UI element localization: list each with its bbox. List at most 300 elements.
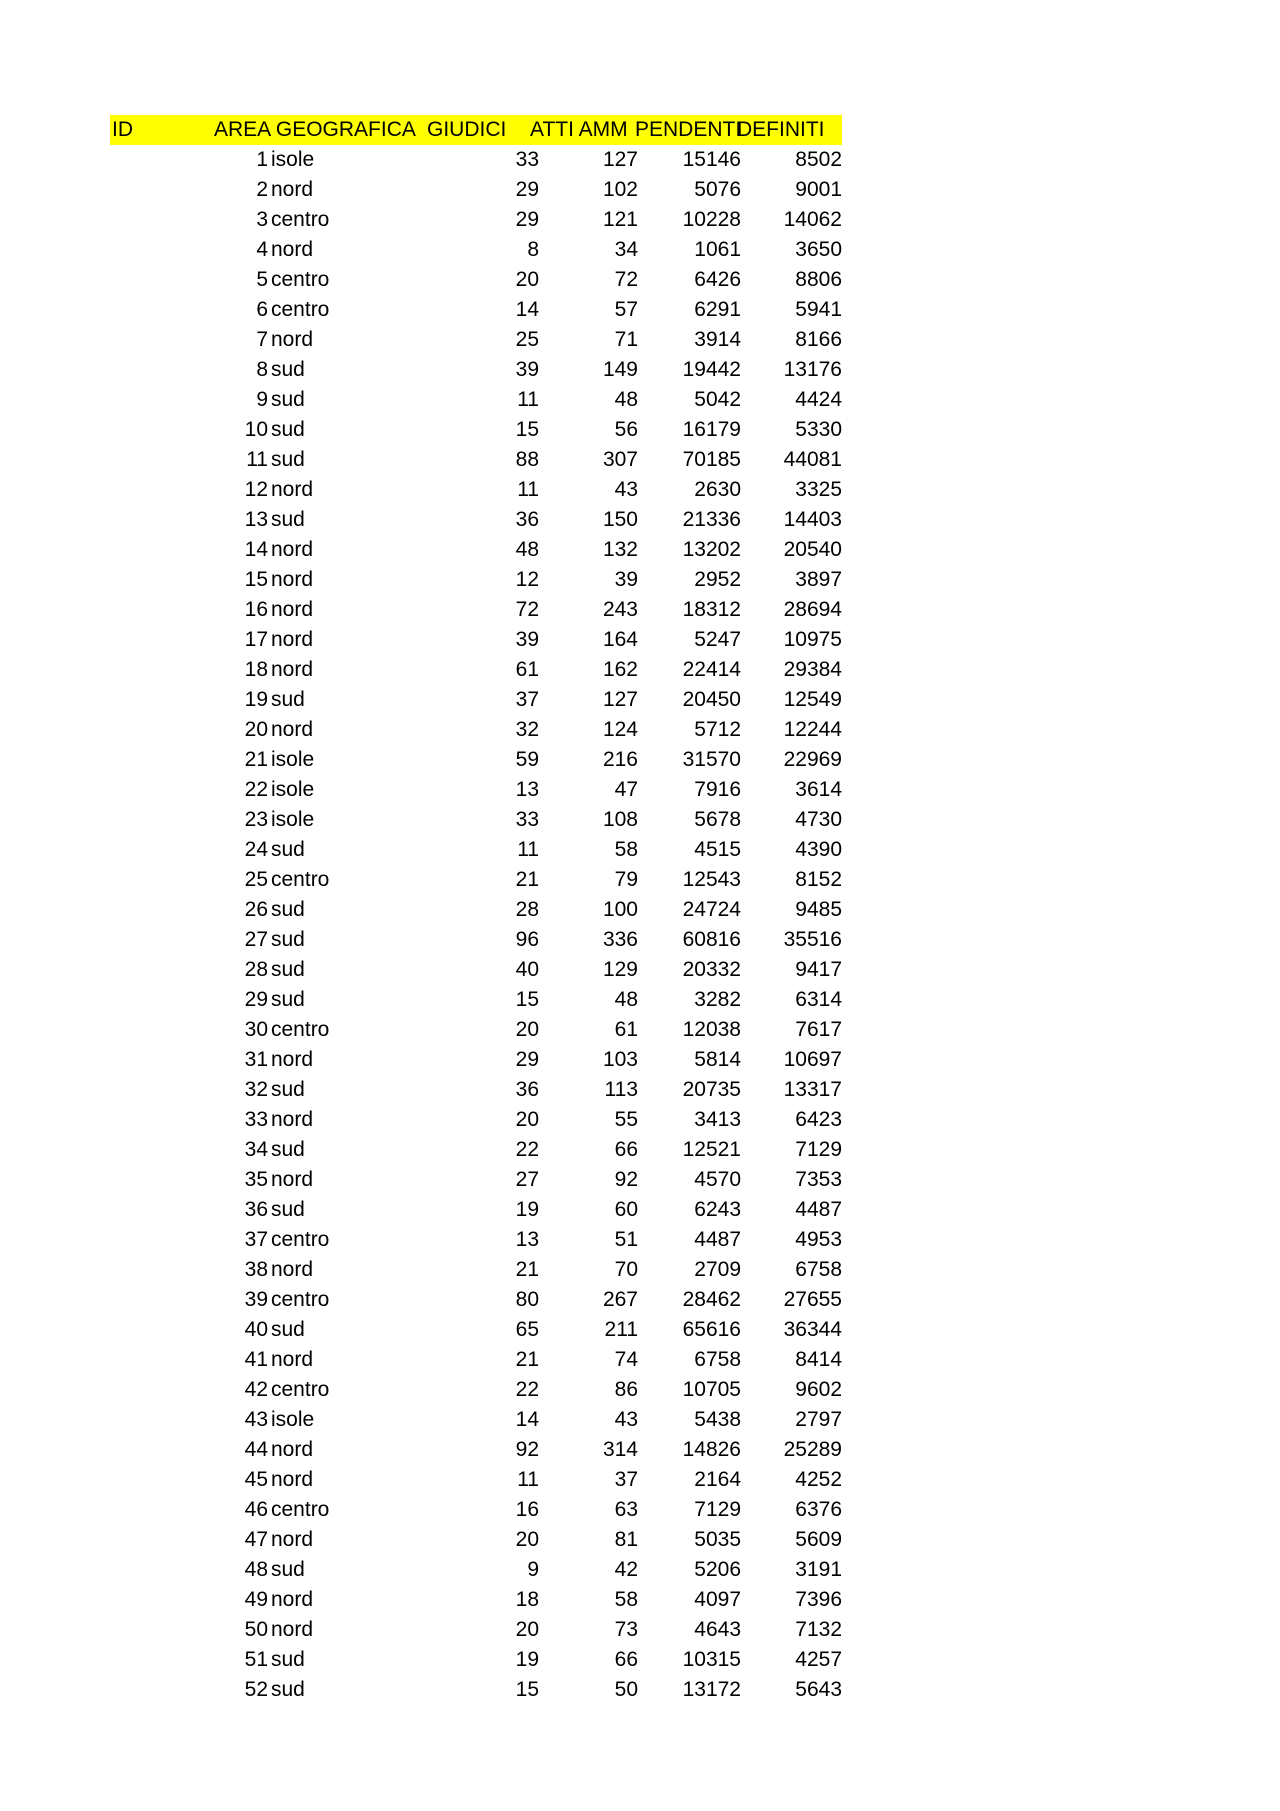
cell-giudici[interactable]: 72	[515, 598, 539, 621]
cell-atti-amm[interactable]: 48	[614, 988, 638, 1011]
cell-definiti[interactable]: 35516	[783, 928, 842, 951]
cell-atti-amm[interactable]: 66	[614, 1648, 638, 1671]
cell-pendenti[interactable]: 65616	[682, 1318, 741, 1341]
cell-giudici[interactable]: 18	[515, 1588, 539, 1611]
cell-id[interactable]: 33	[244, 1108, 268, 1131]
cell-pendenti[interactable]: 28462	[682, 1288, 741, 1311]
header-id[interactable]: ID	[112, 118, 133, 141]
cell-giudici[interactable]: 88	[515, 448, 539, 471]
cell-definiti[interactable]: 9485	[795, 898, 842, 921]
cell-definiti[interactable]: 4487	[795, 1198, 842, 1221]
cell-atti-amm[interactable]: 103	[602, 1048, 638, 1071]
cell-id[interactable]: 32	[244, 1078, 268, 1101]
cell-pendenti[interactable]: 12543	[682, 868, 741, 891]
cell-area[interactable]: isole	[271, 1408, 315, 1431]
cell-pendenti[interactable]: 12038	[682, 1018, 741, 1041]
cell-giudici[interactable]: 15	[515, 418, 539, 441]
cell-atti-amm[interactable]: 66	[614, 1138, 638, 1161]
cell-id[interactable]: 23	[244, 808, 268, 831]
cell-giudici[interactable]: 15	[515, 988, 539, 1011]
cell-area[interactable]: sud	[271, 388, 305, 411]
cell-area[interactable]: nord	[271, 1618, 314, 1641]
cell-definiti[interactable]: 13176	[783, 358, 842, 381]
cell-atti-amm[interactable]: 58	[614, 1588, 638, 1611]
cell-giudici[interactable]: 36	[515, 508, 539, 531]
cell-id[interactable]: 27	[244, 928, 268, 951]
cell-atti-amm[interactable]: 150	[602, 508, 638, 531]
cell-id[interactable]: 8	[256, 358, 268, 381]
cell-giudici[interactable]: 13	[515, 1228, 539, 1251]
cell-definiti[interactable]: 36344	[783, 1318, 842, 1341]
cell-area[interactable]: sud	[271, 448, 305, 471]
cell-giudici[interactable]: 11	[517, 838, 539, 861]
cell-giudici[interactable]: 65	[515, 1318, 539, 1341]
cell-pendenti[interactable]: 2952	[694, 568, 741, 591]
cell-area[interactable]: nord	[271, 538, 314, 561]
cell-atti-amm[interactable]: 121	[602, 208, 638, 231]
cell-pendenti[interactable]: 7129	[694, 1498, 741, 1521]
cell-atti-amm[interactable]: 102	[602, 178, 638, 201]
cell-giudici[interactable]: 27	[515, 1168, 539, 1191]
cell-atti-amm[interactable]: 47	[614, 778, 638, 801]
cell-area[interactable]: centro	[271, 1288, 330, 1311]
cell-area[interactable]: sud	[271, 1678, 305, 1701]
cell-area[interactable]: sud	[271, 1138, 305, 1161]
cell-area[interactable]: sud	[271, 1318, 305, 1341]
cell-pendenti[interactable]: 6426	[694, 268, 741, 291]
cell-atti-amm[interactable]: 81	[614, 1528, 638, 1551]
cell-giudici[interactable]: 13	[515, 778, 539, 801]
cell-id[interactable]: 45	[244, 1468, 268, 1491]
cell-definiti[interactable]: 9417	[795, 958, 842, 981]
cell-pendenti[interactable]: 2709	[694, 1258, 741, 1281]
cell-definiti[interactable]: 6314	[795, 988, 842, 1011]
cell-id[interactable]: 49	[244, 1588, 268, 1611]
cell-pendenti[interactable]: 10705	[682, 1378, 741, 1401]
cell-atti-amm[interactable]: 129	[602, 958, 638, 981]
cell-pendenti[interactable]: 2630	[694, 478, 741, 501]
cell-definiti[interactable]: 3325	[795, 478, 842, 501]
cell-area[interactable]: centro	[271, 1498, 330, 1521]
cell-atti-amm[interactable]: 57	[614, 298, 638, 321]
cell-atti-amm[interactable]: 73	[614, 1618, 638, 1641]
cell-id[interactable]: 24	[244, 838, 268, 861]
cell-id[interactable]: 10	[244, 418, 268, 441]
cell-area[interactable]: nord	[271, 1468, 314, 1491]
cell-id[interactable]: 18	[244, 658, 268, 681]
cell-giudici[interactable]: 37	[515, 688, 539, 711]
cell-giudici[interactable]: 29	[515, 178, 539, 201]
cell-definiti[interactable]: 5643	[795, 1678, 842, 1701]
cell-atti-amm[interactable]: 92	[614, 1168, 638, 1191]
cell-id[interactable]: 40	[244, 1318, 268, 1341]
cell-pendenti[interactable]: 13172	[682, 1678, 741, 1701]
cell-area[interactable]: nord	[271, 478, 314, 501]
cell-pendenti[interactable]: 20735	[682, 1078, 741, 1101]
cell-definiti[interactable]: 12549	[783, 688, 842, 711]
cell-atti-amm[interactable]: 86	[614, 1378, 638, 1401]
cell-id[interactable]: 28	[244, 958, 268, 981]
cell-pendenti[interactable]: 20450	[682, 688, 741, 711]
cell-id[interactable]: 2	[256, 178, 268, 201]
cell-giudici[interactable]: 59	[515, 748, 539, 771]
cell-id[interactable]: 14	[244, 538, 268, 561]
cell-area[interactable]: nord	[271, 1168, 314, 1191]
cell-definiti[interactable]: 9602	[795, 1378, 842, 1401]
cell-atti-amm[interactable]: 216	[602, 748, 638, 771]
cell-area[interactable]: nord	[271, 658, 314, 681]
cell-atti-amm[interactable]: 61	[614, 1018, 638, 1041]
cell-giudici[interactable]: 29	[515, 1048, 539, 1071]
cell-giudici[interactable]: 14	[515, 1408, 539, 1431]
cell-atti-amm[interactable]: 39	[614, 568, 638, 591]
cell-area[interactable]: isole	[271, 778, 315, 801]
cell-id[interactable]: 50	[244, 1618, 268, 1641]
cell-area[interactable]: centro	[271, 1378, 330, 1401]
cell-id[interactable]: 34	[244, 1138, 268, 1161]
cell-pendenti[interactable]: 5814	[694, 1048, 741, 1071]
cell-giudici[interactable]: 22	[515, 1378, 539, 1401]
cell-area[interactable]: sud	[271, 418, 305, 441]
cell-giudici[interactable]: 96	[515, 928, 539, 951]
cell-definiti[interactable]: 7396	[795, 1588, 842, 1611]
cell-area[interactable]: nord	[271, 718, 314, 741]
cell-atti-amm[interactable]: 60	[614, 1198, 638, 1221]
cell-definiti[interactable]: 44081	[783, 448, 842, 471]
cell-giudici[interactable]: 80	[515, 1288, 539, 1311]
cell-pendenti[interactable]: 2164	[694, 1468, 741, 1491]
cell-atti-amm[interactable]: 164	[602, 628, 638, 651]
cell-pendenti[interactable]: 13202	[682, 538, 741, 561]
cell-giudici[interactable]: 33	[515, 148, 539, 171]
cell-definiti[interactable]: 7129	[795, 1138, 842, 1161]
cell-definiti[interactable]: 6376	[795, 1498, 842, 1521]
cell-definiti[interactable]: 4257	[795, 1648, 842, 1671]
cell-giudici[interactable]: 61	[515, 658, 539, 681]
cell-pendenti[interactable]: 12521	[682, 1138, 741, 1161]
cell-giudici[interactable]: 11	[517, 388, 539, 411]
cell-area[interactable]: isole	[271, 808, 315, 831]
cell-pendenti[interactable]: 70185	[682, 448, 741, 471]
cell-atti-amm[interactable]: 37	[614, 1468, 638, 1491]
cell-area[interactable]: sud	[271, 688, 305, 711]
cell-pendenti[interactable]: 31570	[682, 748, 741, 771]
cell-pendenti[interactable]: 14826	[682, 1438, 741, 1461]
cell-pendenti[interactable]: 6291	[694, 298, 741, 321]
cell-definiti[interactable]: 7617	[795, 1018, 842, 1041]
cell-definiti[interactable]: 10697	[783, 1048, 842, 1071]
cell-definiti[interactable]: 14403	[783, 508, 842, 531]
cell-definiti[interactable]: 4390	[795, 838, 842, 861]
cell-id[interactable]: 39	[244, 1288, 268, 1311]
cell-giudici[interactable]: 11	[517, 1468, 539, 1491]
cell-atti-amm[interactable]: 70	[614, 1258, 638, 1281]
cell-pendenti[interactable]: 4643	[694, 1618, 741, 1641]
cell-giudici[interactable]: 48	[515, 538, 539, 561]
cell-definiti[interactable]: 12244	[783, 718, 842, 741]
cell-giudici[interactable]: 16	[515, 1498, 539, 1521]
cell-pendenti[interactable]: 20332	[682, 958, 741, 981]
cell-giudici[interactable]: 32	[515, 718, 539, 741]
cell-atti-amm[interactable]: 43	[614, 1408, 638, 1431]
cell-giudici[interactable]: 15	[515, 1678, 539, 1701]
cell-atti-amm[interactable]: 127	[602, 148, 638, 171]
cell-atti-amm[interactable]: 63	[614, 1498, 638, 1521]
cell-definiti[interactable]: 28694	[783, 598, 842, 621]
cell-id[interactable]: 25	[244, 868, 268, 891]
cell-giudici[interactable]: 8	[527, 238, 539, 261]
cell-pendenti[interactable]: 5678	[694, 808, 741, 831]
cell-giudici[interactable]: 20	[515, 268, 539, 291]
cell-definiti[interactable]: 4424	[795, 388, 842, 411]
cell-area[interactable]: nord	[271, 628, 314, 651]
cell-atti-amm[interactable]: 124	[602, 718, 638, 741]
cell-giudici[interactable]: 14	[515, 298, 539, 321]
cell-giudici[interactable]: 33	[515, 808, 539, 831]
cell-atti-amm[interactable]: 55	[614, 1108, 638, 1131]
cell-pendenti[interactable]: 5438	[694, 1408, 741, 1431]
cell-id[interactable]: 5	[256, 268, 268, 291]
cell-pendenti[interactable]: 4570	[694, 1168, 741, 1191]
cell-pendenti[interactable]: 5206	[694, 1558, 741, 1581]
header-definiti[interactable]: DEFINITI	[737, 118, 825, 141]
cell-definiti[interactable]: 10975	[783, 628, 842, 651]
cell-area[interactable]: sud	[271, 928, 305, 951]
cell-definiti[interactable]: 22969	[783, 748, 842, 771]
cell-atti-amm[interactable]: 243	[602, 598, 638, 621]
cell-definiti[interactable]: 25289	[783, 1438, 842, 1461]
cell-area[interactable]: centro	[271, 298, 330, 321]
cell-id[interactable]: 26	[244, 898, 268, 921]
cell-definiti[interactable]: 7132	[795, 1618, 842, 1641]
cell-pendenti[interactable]: 4515	[694, 838, 741, 861]
cell-pendenti[interactable]: 6243	[694, 1198, 741, 1221]
cell-pendenti[interactable]: 5247	[694, 628, 741, 651]
cell-id[interactable]: 7	[256, 328, 268, 351]
cell-id[interactable]: 46	[244, 1498, 268, 1521]
cell-definiti[interactable]: 8806	[795, 268, 842, 291]
cell-id[interactable]: 19	[244, 688, 268, 711]
cell-area[interactable]: sud	[271, 838, 305, 861]
cell-definiti[interactable]: 6423	[795, 1108, 842, 1131]
cell-pendenti[interactable]: 21336	[682, 508, 741, 531]
cell-giudici[interactable]: 19	[515, 1198, 539, 1221]
cell-atti-amm[interactable]: 74	[614, 1348, 638, 1371]
cell-id[interactable]: 52	[244, 1678, 268, 1701]
cell-giudici[interactable]: 92	[515, 1438, 539, 1461]
cell-area[interactable]: sud	[271, 358, 305, 381]
cell-giudici[interactable]: 12	[515, 568, 539, 591]
cell-pendenti[interactable]: 24724	[682, 898, 741, 921]
cell-pendenti[interactable]: 6758	[694, 1348, 741, 1371]
cell-id[interactable]: 12	[244, 478, 268, 501]
cell-giudici[interactable]: 36	[515, 1078, 539, 1101]
cell-giudici[interactable]: 20	[515, 1618, 539, 1641]
cell-pendenti[interactable]: 3282	[694, 988, 741, 1011]
cell-area[interactable]: nord	[271, 1438, 314, 1461]
cell-atti-amm[interactable]: 267	[602, 1288, 638, 1311]
cell-id[interactable]: 17	[244, 628, 268, 651]
cell-pendenti[interactable]: 10228	[682, 208, 741, 231]
cell-area[interactable]: centro	[271, 208, 330, 231]
cell-pendenti[interactable]: 10315	[682, 1648, 741, 1671]
header-pendenti[interactable]: PENDENTI	[635, 118, 742, 141]
header-giudici[interactable]: GIUDICI	[427, 118, 507, 141]
cell-area[interactable]: sud	[271, 1078, 305, 1101]
cell-definiti[interactable]: 5609	[795, 1528, 842, 1551]
cell-id[interactable]: 41	[244, 1348, 268, 1371]
cell-pendenti[interactable]: 22414	[682, 658, 741, 681]
cell-id[interactable]: 29	[244, 988, 268, 1011]
cell-definiti[interactable]: 9001	[795, 178, 842, 201]
cell-id[interactable]: 16	[244, 598, 268, 621]
cell-giudici[interactable]: 20	[515, 1018, 539, 1041]
cell-definiti[interactable]: 3614	[795, 778, 842, 801]
cell-atti-amm[interactable]: 149	[602, 358, 638, 381]
cell-area[interactable]: nord	[271, 178, 314, 201]
cell-area[interactable]: nord	[271, 1588, 314, 1611]
cell-pendenti[interactable]: 60816	[682, 928, 741, 951]
cell-definiti[interactable]: 5941	[795, 298, 842, 321]
cell-id[interactable]: 42	[244, 1378, 268, 1401]
cell-area[interactable]: sud	[271, 898, 305, 921]
cell-giudici[interactable]: 39	[515, 358, 539, 381]
cell-area[interactable]: sud	[271, 1648, 305, 1671]
cell-area[interactable]: nord	[271, 598, 314, 621]
cell-pendenti[interactable]: 5712	[694, 718, 741, 741]
cell-giudici[interactable]: 20	[515, 1108, 539, 1131]
cell-definiti[interactable]: 8414	[795, 1348, 842, 1371]
cell-atti-amm[interactable]: 336	[602, 928, 638, 951]
cell-area[interactable]: nord	[271, 568, 314, 591]
cell-pendenti[interactable]: 3914	[694, 328, 741, 351]
cell-area[interactable]: sud	[271, 1198, 305, 1221]
cell-definiti[interactable]: 8152	[795, 868, 842, 891]
cell-id[interactable]: 11	[246, 448, 268, 471]
cell-atti-amm[interactable]: 50	[614, 1678, 638, 1701]
cell-area[interactable]: nord	[271, 1348, 314, 1371]
cell-area[interactable]: nord	[271, 238, 314, 261]
cell-id[interactable]: 48	[244, 1558, 268, 1581]
cell-atti-amm[interactable]: 51	[614, 1228, 638, 1251]
cell-id[interactable]: 20	[244, 718, 268, 741]
cell-atti-amm[interactable]: 42	[614, 1558, 638, 1581]
cell-definiti[interactable]: 8166	[795, 328, 842, 351]
cell-giudici[interactable]: 22	[515, 1138, 539, 1161]
cell-pendenti[interactable]: 5042	[694, 388, 741, 411]
cell-id[interactable]: 9	[256, 388, 268, 411]
cell-giudici[interactable]: 19	[515, 1648, 539, 1671]
cell-area[interactable]: sud	[271, 988, 305, 1011]
cell-definiti[interactable]: 4252	[795, 1468, 842, 1491]
cell-id[interactable]: 47	[244, 1528, 268, 1551]
cell-giudici[interactable]: 39	[515, 628, 539, 651]
cell-id[interactable]: 43	[244, 1408, 268, 1431]
cell-pendenti[interactable]: 3413	[694, 1108, 741, 1131]
cell-id[interactable]: 51	[244, 1648, 268, 1671]
cell-atti-amm[interactable]: 34	[614, 238, 638, 261]
cell-giudici[interactable]: 25	[515, 328, 539, 351]
cell-atti-amm[interactable]: 211	[604, 1318, 638, 1341]
cell-pendenti[interactable]: 4487	[694, 1228, 741, 1251]
cell-pendenti[interactable]: 18312	[682, 598, 741, 621]
cell-giudici[interactable]: 21	[515, 1258, 539, 1281]
cell-area[interactable]: sud	[271, 958, 305, 981]
cell-definiti[interactable]: 27655	[783, 1288, 842, 1311]
cell-area[interactable]: centro	[271, 268, 330, 291]
cell-pendenti[interactable]: 5076	[694, 178, 741, 201]
cell-id[interactable]: 15	[244, 568, 268, 591]
cell-atti-amm[interactable]: 72	[614, 268, 638, 291]
cell-area[interactable]: nord	[271, 328, 314, 351]
cell-area[interactable]: nord	[271, 1048, 314, 1071]
cell-atti-amm[interactable]: 71	[614, 328, 638, 351]
cell-definiti[interactable]: 13317	[783, 1078, 842, 1101]
cell-definiti[interactable]: 2797	[795, 1408, 842, 1431]
cell-atti-amm[interactable]: 162	[602, 658, 638, 681]
cell-id[interactable]: 3	[256, 208, 268, 231]
cell-definiti[interactable]: 14062	[783, 208, 842, 231]
cell-pendenti[interactable]: 4097	[694, 1588, 741, 1611]
cell-atti-amm[interactable]: 43	[614, 478, 638, 501]
cell-id[interactable]: 6	[256, 298, 268, 321]
cell-giudici[interactable]: 20	[515, 1528, 539, 1551]
cell-id[interactable]: 21	[244, 748, 268, 771]
cell-atti-amm[interactable]: 132	[602, 538, 638, 561]
cell-atti-amm[interactable]: 56	[614, 418, 638, 441]
cell-definiti[interactable]: 20540	[783, 538, 842, 561]
cell-area[interactable]: centro	[271, 1228, 330, 1251]
cell-area[interactable]: centro	[271, 1018, 330, 1041]
cell-pendenti[interactable]: 7916	[694, 778, 741, 801]
cell-definiti[interactable]: 4730	[795, 808, 842, 831]
cell-area[interactable]: sud	[271, 508, 305, 531]
cell-id[interactable]: 1	[256, 148, 268, 171]
cell-id[interactable]: 35	[244, 1168, 268, 1191]
cell-id[interactable]: 4	[256, 238, 268, 261]
cell-definiti[interactable]: 29384	[783, 658, 842, 681]
cell-id[interactable]: 44	[244, 1438, 268, 1461]
cell-pendenti[interactable]: 1061	[694, 238, 741, 261]
cell-id[interactable]: 37	[244, 1228, 268, 1251]
cell-giudici[interactable]: 9	[527, 1558, 539, 1581]
cell-atti-amm[interactable]: 127	[602, 688, 638, 711]
header-area-geografica[interactable]: AREA GEOGRAFICA	[214, 118, 416, 141]
cell-area[interactable]: nord	[271, 1528, 314, 1551]
cell-atti-amm[interactable]: 113	[604, 1078, 638, 1101]
cell-definiti[interactable]: 8502	[795, 148, 842, 171]
cell-atti-amm[interactable]: 314	[602, 1438, 638, 1461]
cell-definiti[interactable]: 6758	[795, 1258, 842, 1281]
cell-area[interactable]: nord	[271, 1108, 314, 1131]
cell-definiti[interactable]: 5330	[795, 418, 842, 441]
cell-atti-amm[interactable]: 48	[614, 388, 638, 411]
cell-pendenti[interactable]: 19442	[682, 358, 741, 381]
cell-area[interactable]: sud	[271, 1558, 305, 1581]
cell-definiti[interactable]: 4953	[795, 1228, 842, 1251]
cell-id[interactable]: 13	[244, 508, 268, 531]
cell-definiti[interactable]: 7353	[795, 1168, 842, 1191]
cell-atti-amm[interactable]: 100	[602, 898, 638, 921]
cell-pendenti[interactable]: 15146	[682, 148, 741, 171]
cell-atti-amm[interactable]: 58	[614, 838, 638, 861]
cell-definiti[interactable]: 3191	[795, 1558, 842, 1581]
cell-id[interactable]: 22	[244, 778, 268, 801]
cell-definiti[interactable]: 3897	[795, 568, 842, 591]
cell-giudici[interactable]: 21	[515, 1348, 539, 1371]
cell-area[interactable]: nord	[271, 1258, 314, 1281]
cell-pendenti[interactable]: 16179	[682, 418, 741, 441]
